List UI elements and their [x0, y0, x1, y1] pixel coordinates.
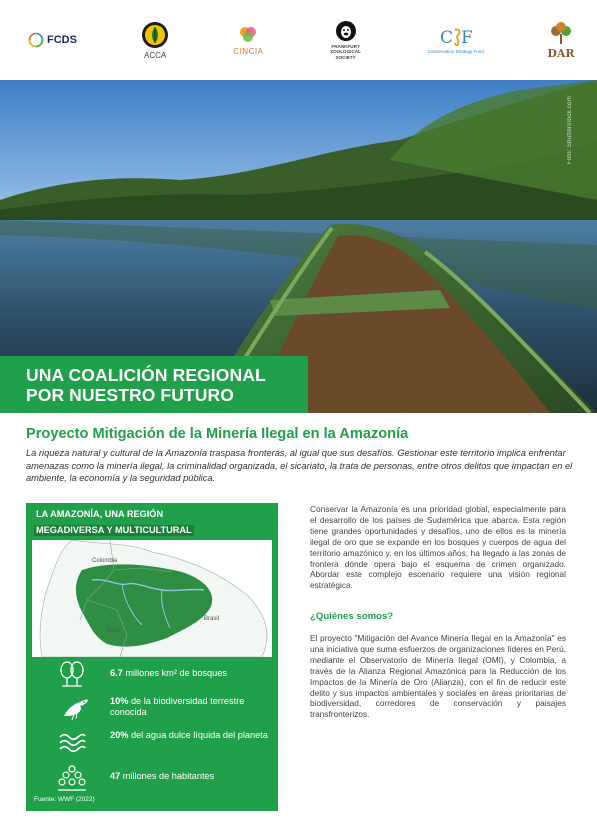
cincia-flower-icon [236, 24, 260, 46]
title-banner [0, 356, 308, 413]
map-label-brasil: Brasil [204, 616, 220, 622]
dar-logo: DAR [547, 15, 575, 65]
csf-seahorse-icon [439, 26, 473, 48]
svg-text:C: C [439, 27, 453, 48]
title-line-1: UNA COALICIÓN REGIONAL [26, 365, 266, 385]
cincia-logo: CINCIA [233, 15, 263, 65]
dar-tree-icon [547, 22, 575, 46]
people-icon [57, 763, 87, 791]
map-label-colombia: Colombia [92, 558, 118, 564]
photo-credit: Foto: Shutterstock.com [567, 96, 573, 165]
data-source: Fuente: WWF (2022) [34, 796, 95, 803]
csf-logo: C F Conservation Strategy Fund [427, 27, 484, 54]
stat-freshwater: 20% del agua dulce líquida del planeta [26, 728, 278, 758]
panel-heading: LA AMAZONÍA, UNA REGIÓN MEGADIVERSA Y MULTICULTURAL [36, 509, 192, 535]
logo-bar [0, 0, 597, 80]
title-line-2: POR NUESTRO FUTURO [26, 385, 234, 405]
fzs-logo: FRANKFURT ZOOLOGICAL SOCIETY [327, 15, 365, 65]
map-label-peru: Perú [106, 628, 119, 634]
intro-paragraph: La riqueza natural y cultural de la Amazonía traspasa fronteras, al igual que sus desafíos. Gestionar este territorio implica enfrentar amenazas como la minería ilegal, la criminalidad organizada, el sicariato, la trata de personas, entre otros delitos que impactan en el ambiente, la economía y la seguridad pública. [26, 448, 573, 484]
amazon-region-map-icon [32, 540, 272, 657]
stat-population: 47 millones de habitantes [26, 763, 278, 793]
bird-icon [60, 694, 90, 722]
fcds-mark-icon [28, 32, 44, 48]
who-we-are-paragraph: El proyecto "Mitigación del Avance Minería Ilegal en la Amazonía" es una iniciativa que suma esfuerzos de organizaciones líderes en Perú, mediante el Observatorio de Minería Ilegal (OMI), y Colombia, a través de la Alianza Regional Amazónica para la Reducción de los Impactos de la Minería de Oro (Alianza), con el fin de reducir este delito y sus impactos ambientales y sociales en áreas prioritarias de biodiversidad, corredores de conservación y paisajes transfronterizos. [310, 633, 566, 720]
project-subtitle: Proyecto Mitigación de la Minería Ilegal en la Amazonía [26, 426, 409, 442]
svg-text:F: F [460, 27, 473, 48]
amazon-map [32, 540, 272, 657]
context-paragraph: Conservar la Amazonía es una prioridad global, especialmente para el desarrollo de los países de Sudamérica que abarca. Esta región tiene grandes oportunidades y desafíos, uno de ellos es la minería ilegal de oro que se expande en los bosques y cuerpos de agua del territorio amazónico y, en los últimos años, ha llegado a las zonas de frontera dónde opera bajo el esquema de crimen organizado. Abordar este complejo escenario requiere una visión regional estratégica. [310, 504, 566, 591]
who-we-are-heading: ¿Quiénes somos? [310, 611, 394, 622]
stat-biodiversity: 10% de la biodiversidad terrestre conocida [26, 694, 278, 724]
stat-forests: 6.7 millones km² de bosques [26, 660, 278, 690]
fcds-logo: FCDS [28, 15, 77, 65]
acca-emblem-icon [140, 20, 170, 50]
acca-logo: ACCA [140, 15, 170, 65]
fzs-gorilla-icon [335, 20, 357, 42]
water-waves-icon [57, 728, 87, 756]
forest-icon [57, 660, 87, 688]
amazon-info-panel [26, 503, 278, 811]
